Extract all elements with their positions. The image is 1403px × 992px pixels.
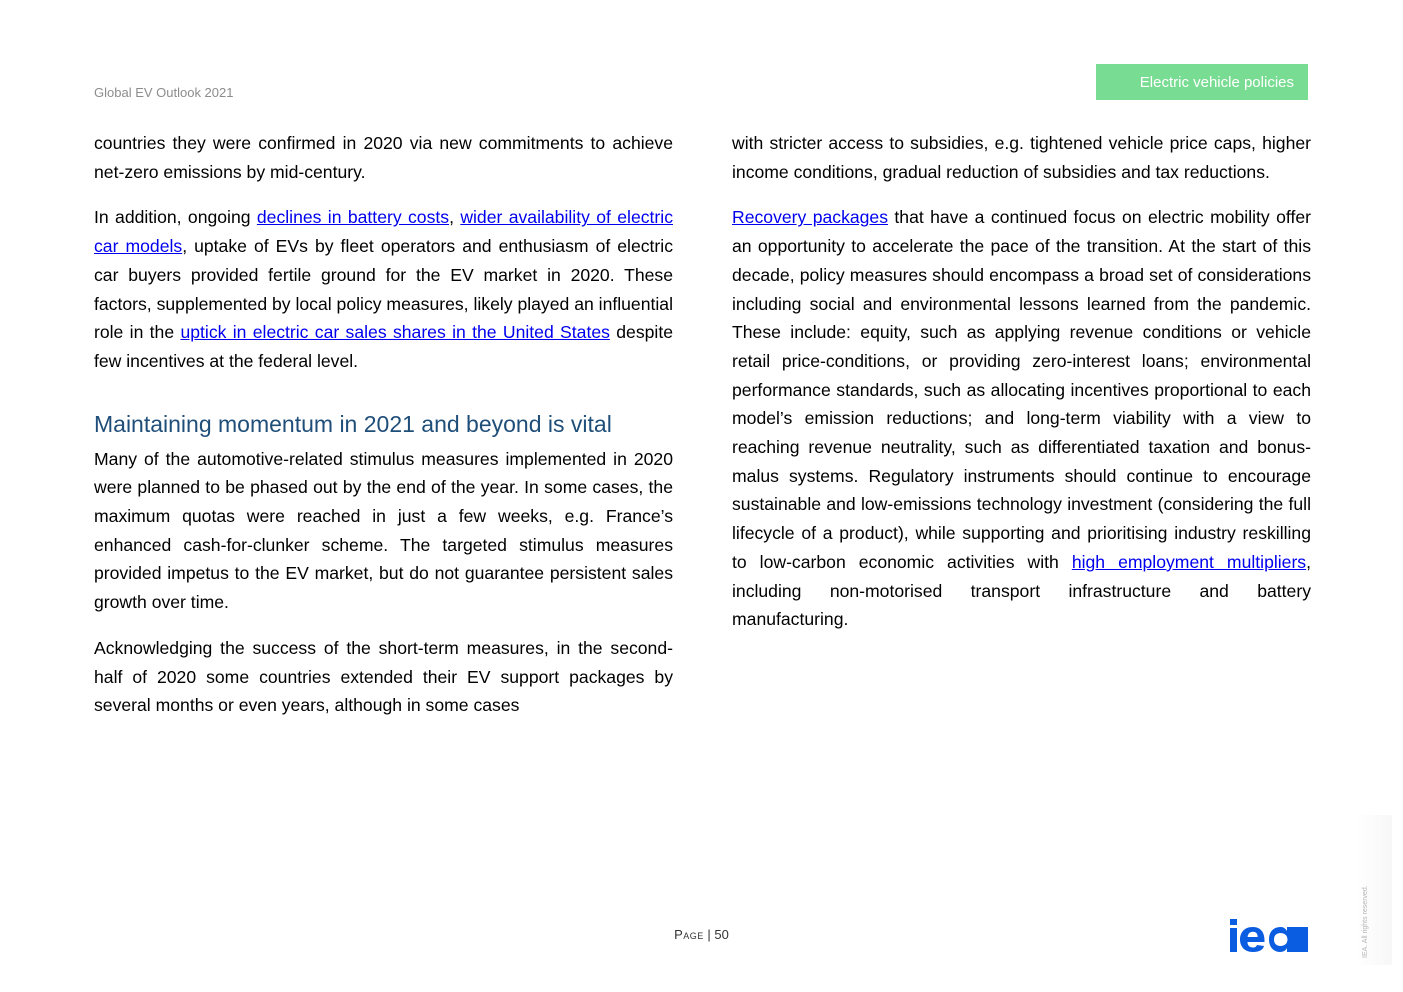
- section-tab: [1096, 64, 1308, 100]
- paragraph: [732, 203, 1311, 634]
- text-run: ,: [449, 207, 461, 228]
- iea-logo: [1229, 917, 1309, 958]
- link-car-models[interactable]: wider availability of electric car models: [94, 207, 673, 257]
- page-number-value: 50: [714, 927, 729, 942]
- page-separator: |: [703, 927, 715, 942]
- link-employment-multipliers[interactable]: high employment multipliers: [1071, 551, 1307, 572]
- page-word: Page: [674, 927, 704, 942]
- page-header-title: Global EV Outlook 2021: [94, 85, 234, 100]
- link-recovery-packages[interactable]: Recovery packages: [732, 207, 889, 228]
- rights-notice: IEA. All rights reserved.: [1362, 885, 1369, 958]
- text-run: , uptake of EVs by fleet operators and enthusiasm of electric car buyers provided fertile ground for the EV market in 2020. These factors, supplemented by local policy measures, likely played an influential role in the: [94, 236, 674, 343]
- link-battery-costs[interactable]: declines in battery costs: [256, 207, 450, 228]
- iea-logo-icon: [1229, 917, 1309, 953]
- right-column: [732, 129, 1311, 651]
- text-run: In addition, ongoing: [94, 207, 257, 228]
- section-heading: Maintaining momentum in 2021 and beyond is vital: [94, 410, 612, 437]
- paragraph: [94, 203, 673, 375]
- section-tab-label: Electric vehicle policies: [1139, 73, 1294, 91]
- text-run: , including non-motorised transport infrastructure and battery manufacturing.: [732, 551, 1311, 630]
- paragraph: with stricter access to subsidies, e.g. tightened vehicle price caps, higher income conditions, gradual reduction of subsidies and tax reductions.: [732, 133, 1311, 182]
- left-column: [94, 129, 673, 737]
- link-us-sales-shares[interactable]: uptick in electric car sales shares in the United States: [180, 322, 610, 343]
- page-number: [0, 927, 1403, 942]
- text-run: that have a continued focus on electric mobility offer an opportunity to accelerate the pace of the transition. At the start of this decade, policy measures should encompass a broad set of considerations including social and environmental lessons learned from the pandemic. These include: equity, such as applying revenue conditions or vehicle retail price-conditions, or providing zero-interest loans; environmental performance standards, such as allocating incentives proportional to each model’s emission reductions; and long-term viability with a view to reaching revenue neutrality, such as differentiated taxation and bonus-malus systems. Regulatory instruments should continue to encourage sustainable and low-emissions technology investment (considering the full lifecycle of a product), while supporting and prioritising industry reskilling to low-carbon economic activities with: [732, 207, 1311, 572]
- paragraph: Acknowledging the success of the short-term measures, in the second-half of 2020 some countries extended their EV support packages by several months or even years, although in some cases: [94, 637, 673, 716]
- paragraph: Many of the automotive-related stimulus measures implemented in 2020 were planned to be phased out by the end of the year. In some cases, the maximum quotas were reached in just a few weeks, e.g. France’s enhanced cash-for-clunker scheme. The targeted stimulus measures provided impetus to the EV market, but do not guarantee persistent sales growth over time.: [94, 448, 673, 613]
- text-run: despite few incentives at the federal level.: [94, 322, 673, 371]
- paragraph: countries they were confirmed in 2020 via new commitments to achieve net-zero emissions by mid-century.: [94, 133, 673, 182]
